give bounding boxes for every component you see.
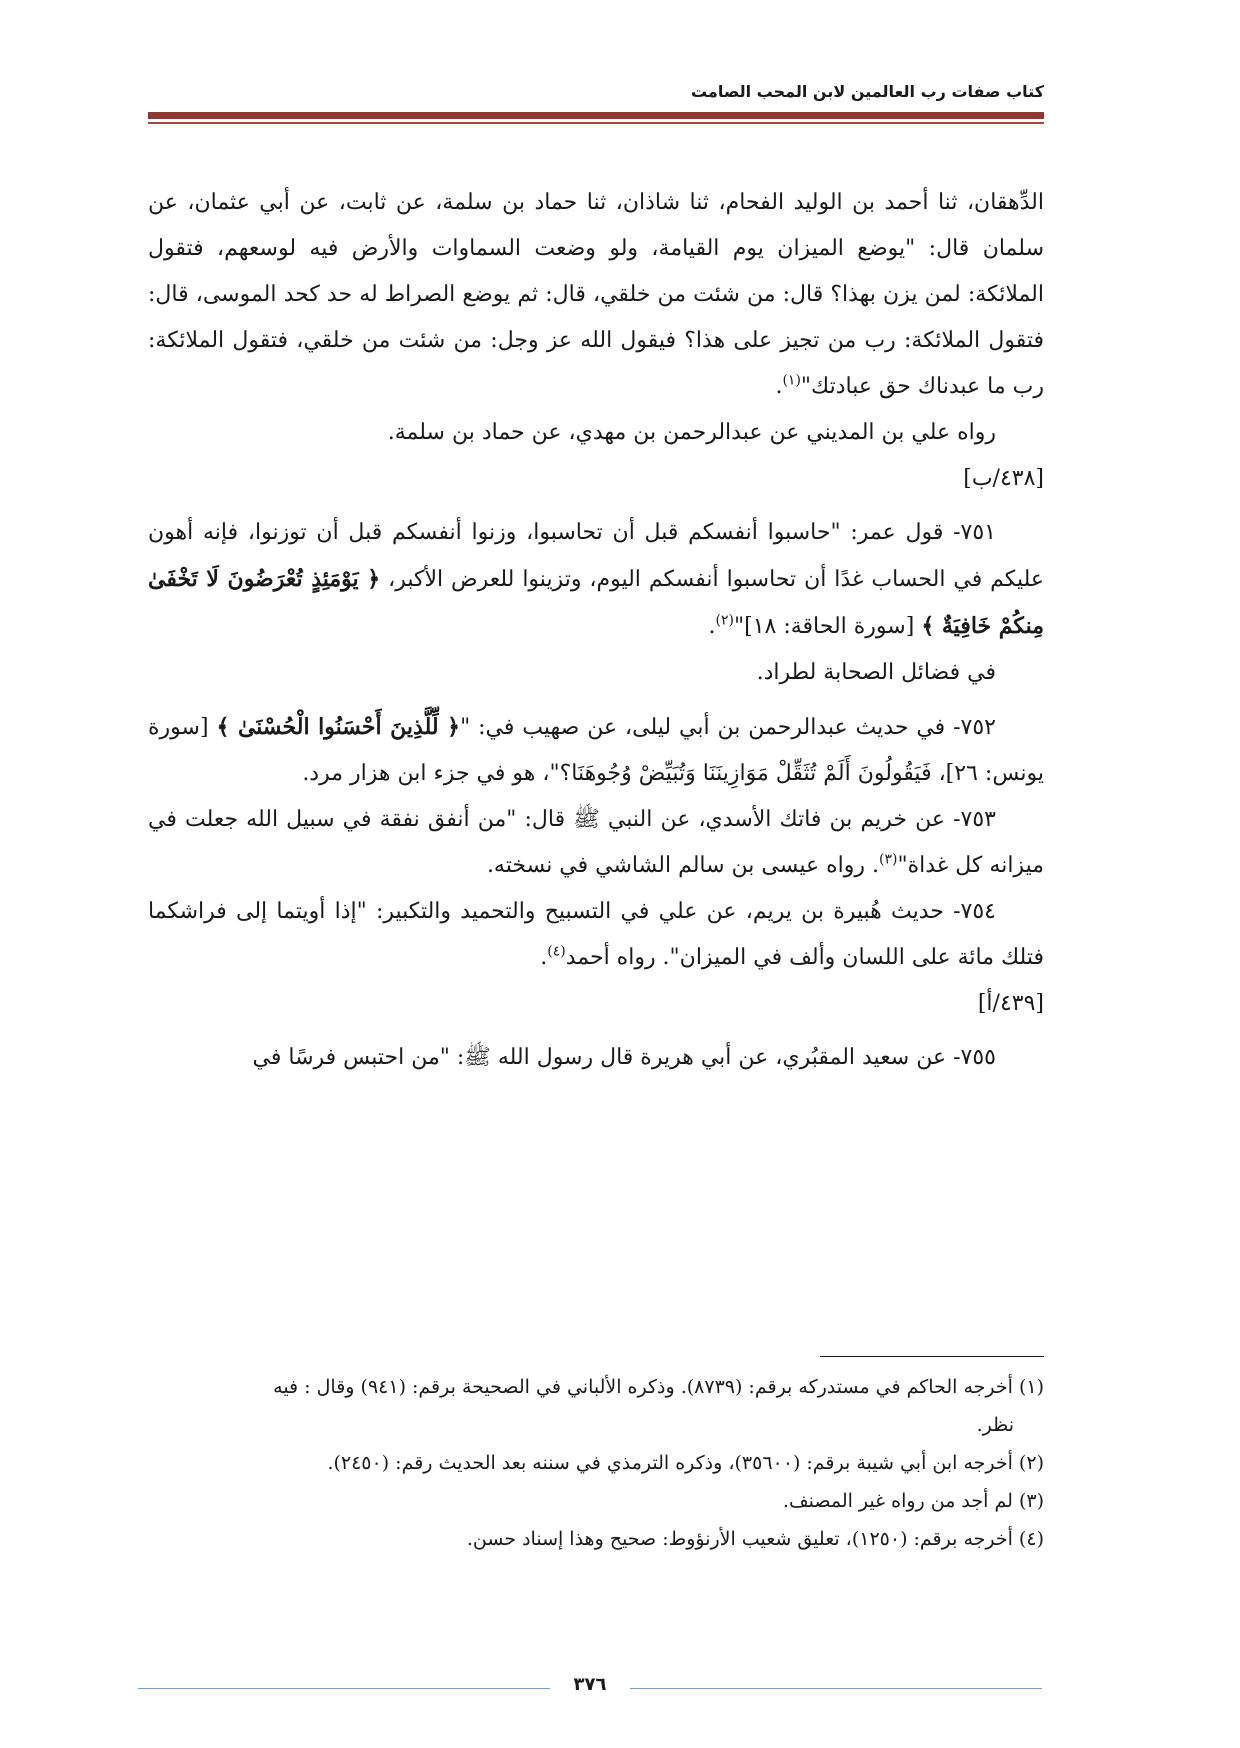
paragraph-753: ٧٥٣- عن خريم بن فاتك الأسدي، عن النبي ﷺ قال: "من أنفق نفقة في سبيل الله جعلت في ميزانه كل غداة"$^{(٣)}$. رواه عيسى بن سالم الشاشي في نسخته. — [148, 807, 1044, 878]
footnote-2: (٢) أخرجه ابن أبي شيبة برقم: (٣٥٦٠٠)، وذكره الترمذي في سننه بعد الحديث رقم: (٢٤٥٠). — [327, 1452, 1044, 1474]
paragraph-754: ٧٥٤- حديث هُبيرة بن يريم، عن علي في التسبيح والتحميد والتكبير: "إذا أويتما إلى فراشكما فتلك مائة على اللسان وألف في الميزان". رواه أحمد$^{(٤)}$. — [148, 899, 1044, 970]
quran-verse-al-haqqah: ﴿ يَوْمَئِذٍ تُعْرَضُونَ لَا تَخْفَىٰ مِنكُمْ خَافِيَةٌ ﴾ — [148, 566, 1044, 639]
main-text — [148, 180, 1044, 1081]
folio-marker-439a: [٤٣٩/أ] — [977, 991, 1044, 1016]
header-rule-thin — [148, 122, 1044, 124]
footnote-3: (٣) لم أجد من رواه غير المصنف. — [782, 1490, 1044, 1512]
paragraph-narration: رواه علي بن المديني عن عبدالرحمن بن مهدي، عن حماد بن سلمة. — [387, 420, 996, 445]
footnote-4: (٤) أخرجه برقم: (١٢٥٠)، تعليق شعيب الأرنؤوط: صحيح وهذا إسناد حسن. — [466, 1528, 1044, 1550]
footer-rule-right — [630, 1688, 1042, 1689]
footnote-ref-1[interactable]: (١) — [782, 372, 801, 389]
footnotes — [148, 1368, 1044, 1558]
footnote-ref-4[interactable]: (٤) — [547, 943, 566, 960]
header-rule-thick — [148, 112, 1044, 119]
footnote-ref-2[interactable]: (٢) — [715, 612, 734, 629]
paragraph-source: في فضائل الصحابة لطراد. — [756, 660, 996, 685]
folio-marker-438b: [٤٣٨/ب] — [963, 466, 1044, 491]
footnote-1-continuation: نظر. — [976, 1414, 1014, 1436]
paragraph-752: ٧٥٢- في حديث عبدالرحمن بن أبي ليلى، عن صهيب في: "﴿ لِّلَّذِينَ أَحْسَنُوا الْحُسْنَىٰ ﴾ [سورة يونس: ٢٦]، فَيَقُولُونَ أَلَمْ تُثَقِّلْ مَوَازِينَنَا وَتُبَيِّضْ وُجُوهَنَا؟"، هو في جزء ابن هزار مرد. — [148, 714, 1044, 786]
running-head: كتاب صفات رب العالمين لابن المحب الصامت — [690, 82, 1044, 101]
paragraph-751: ٧٥١- قول عمر: "حاسبوا أنفسكم قبل أن تحاسبوا، وزنوا أنفسكم قبل أن توزنوا، فإنه أهون عليكم في الحساب غدًا أن تحاسبوا أنفسكم اليوم، وتزينوا للعرض الأكبر، ﴿ يَوْمَئِذٍ تُعْرَضُونَ لَا تَخْفَىٰ مِنكُمْ خَافِيَةٌ ﴾ [سورة الحاقة: ١٨]"$^{(٢)}$. — [148, 520, 1044, 639]
footnote-separator — [820, 1356, 1044, 1357]
quran-verse-yunus: ﴿ لِّلَّذِينَ أَحْسَنُوا الْحُسْنَىٰ ﴾ — [216, 714, 461, 740]
paragraph-755: ٧٥٥- عن سعيد المقبُري، عن أبي هريرة قال رسول الله ﷺ: "من احتبس فرسًا في — [252, 1045, 996, 1070]
paragraph-hadith-continuation: الدِّهقان، ثنا أحمد بن الوليد الفحام، ثنا شاذان، ثنا حماد بن سلمة، عن ثابت، عن أبي عثمان، عن سلمان قال: "يوضع الميزان يوم القيامة، ولو وضعت السماوات والأرض فيه لوسعهم، فتقول الملائكة: لمن يزن بهذا؟ قال: من شئت من خلقي، قال: ثم يوضع الصراط له حد كحد الموسى، قال: فتقول الملائكة: رب من تجيز على هذا؟ فيقول الله عز وجل: من شئت من خلقي، فتقول الملائكة: رب ما عبدناك حق عبادتك"$^{(١)}$. — [148, 190, 1044, 399]
page-number: ٣٧٦ — [573, 1674, 607, 1695]
footer-rule-left — [138, 1688, 550, 1689]
footnote-1: (١) أخرجه الحاكم في مستدركه برقم: (٨٧٣٩). وذكره الألباني في الصحيحة برقم: (٩٤١) وقال : فيه — [273, 1376, 1044, 1398]
footnote-ref-3[interactable]: (٣) — [879, 851, 898, 868]
